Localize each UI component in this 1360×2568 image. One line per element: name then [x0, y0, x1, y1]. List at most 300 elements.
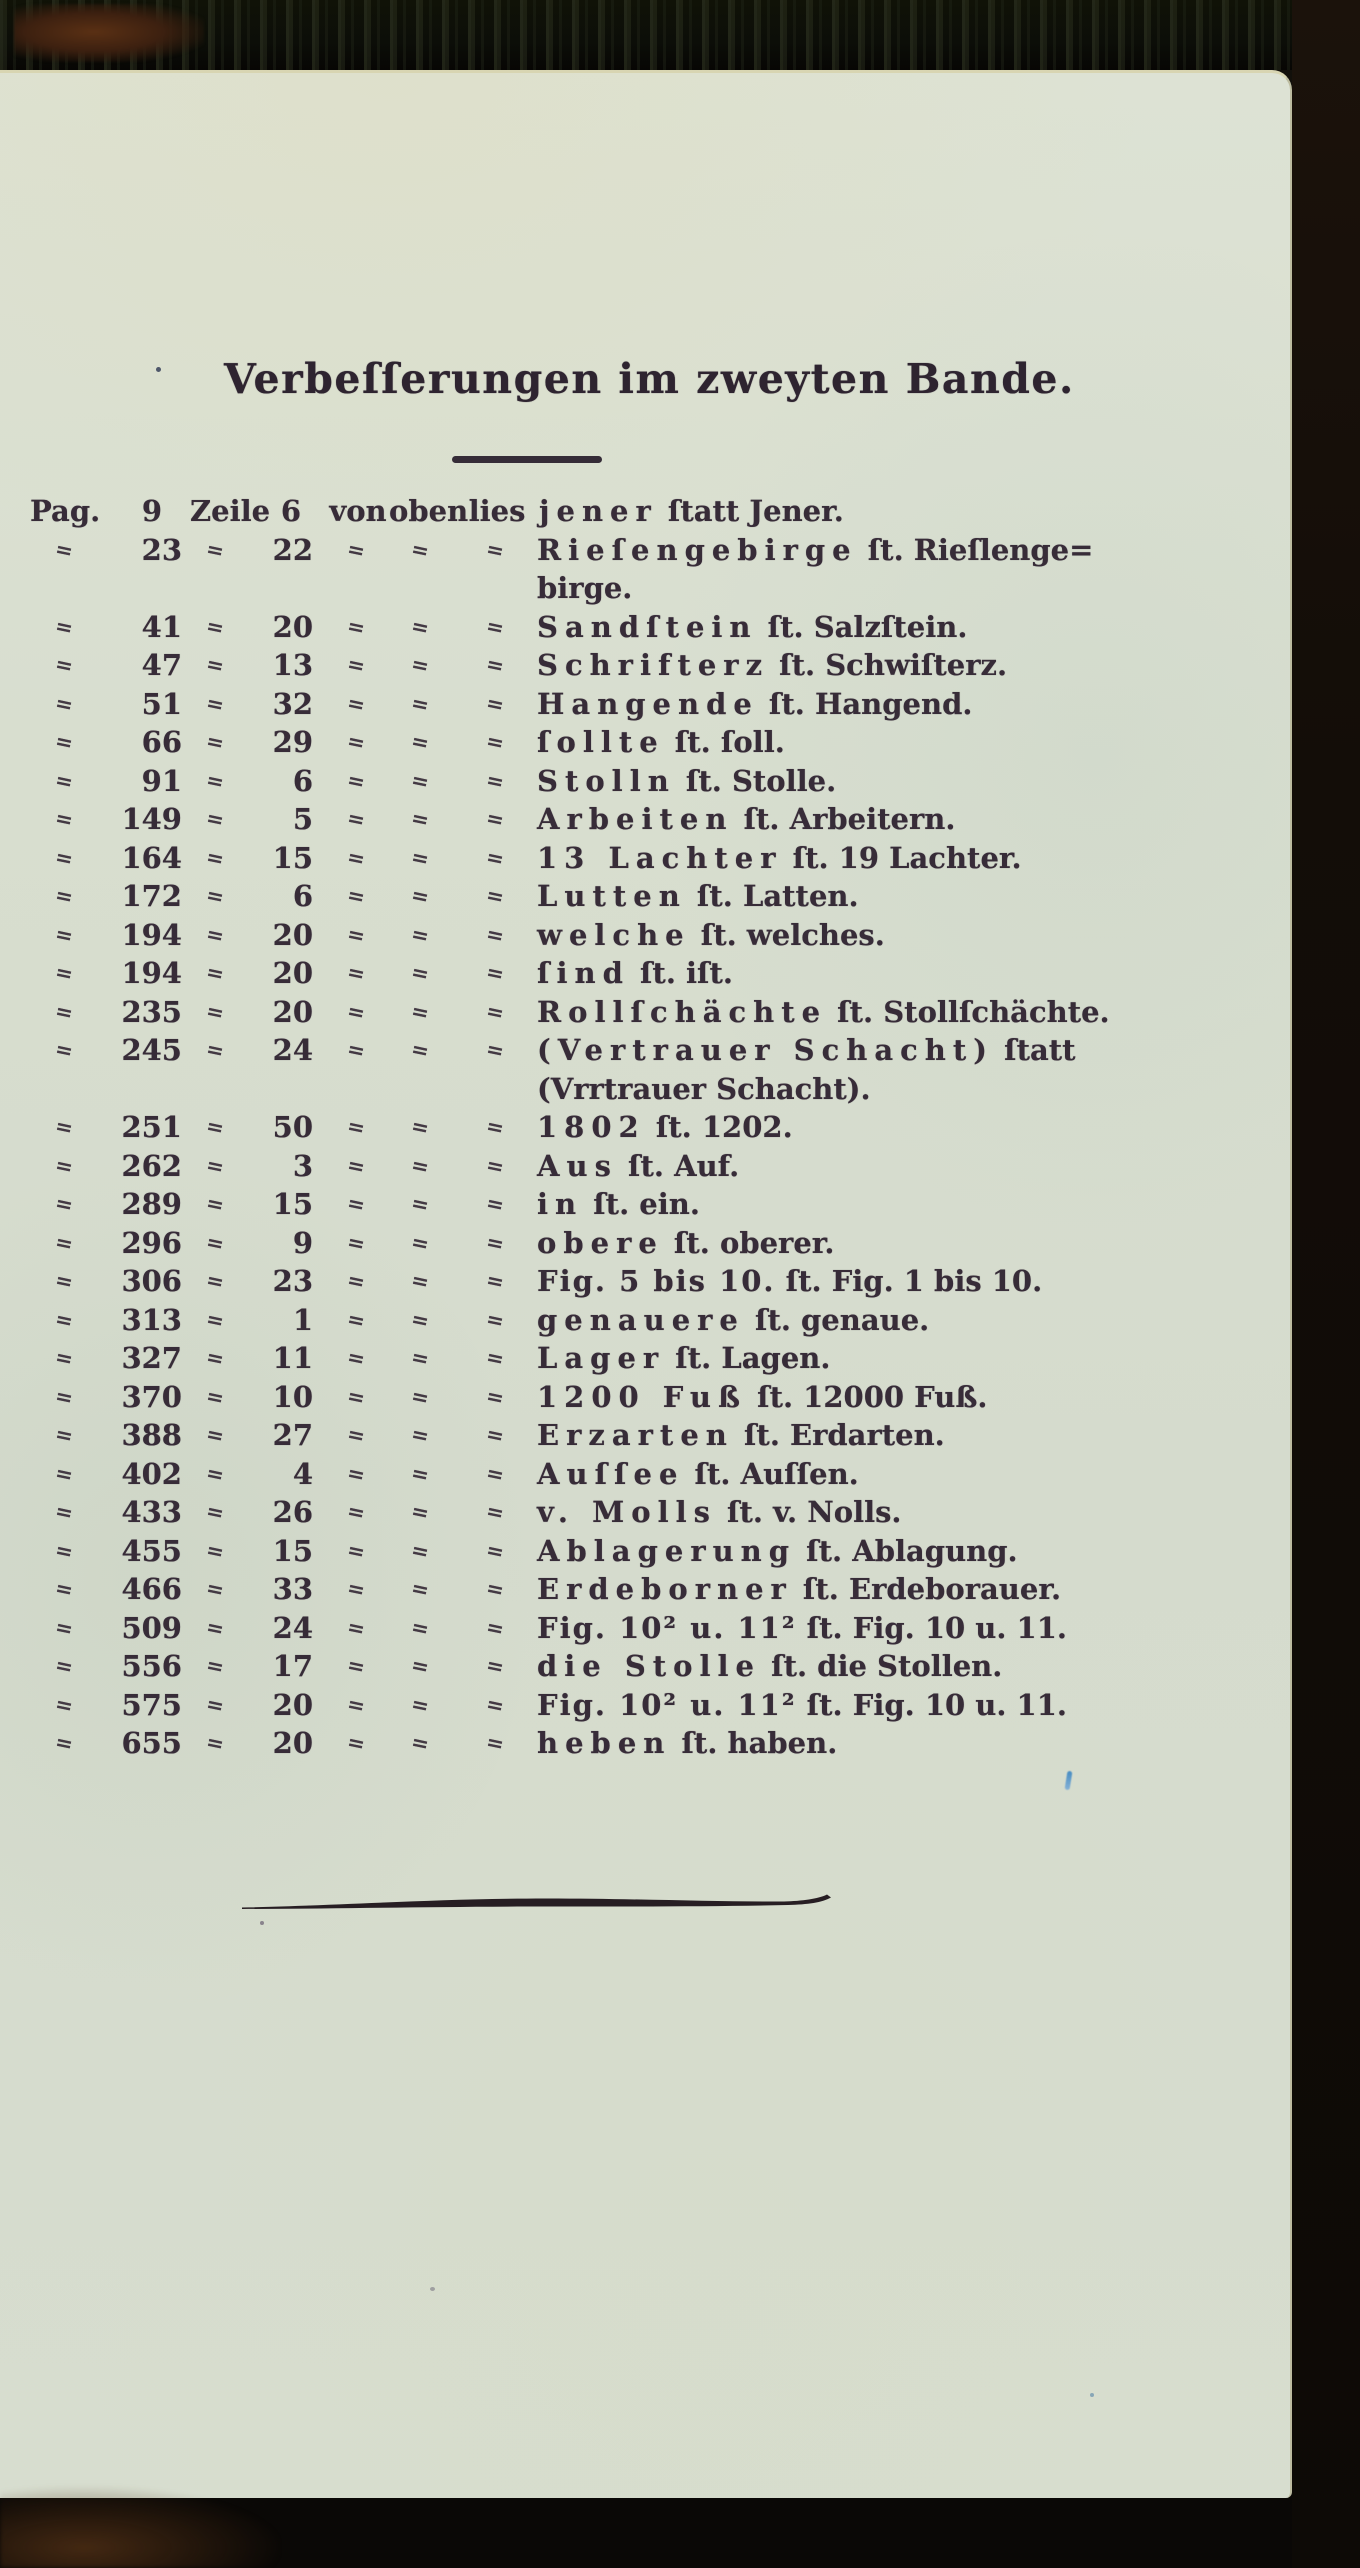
- ditto-mark: [325, 1110, 387, 1144]
- ditto-mark: [188, 1187, 243, 1221]
- ditto-mark-glyph: =: [408, 997, 432, 1026]
- errata-row: [28, 648, 1268, 687]
- page-number: 306: [121, 1264, 182, 1298]
- page-number: 509: [121, 1610, 182, 1645]
- page-number: 327: [121, 1341, 182, 1375]
- ditto-mark-glyph: =: [52, 766, 76, 795]
- ditto-mark-glyph: =: [52, 1190, 76, 1218]
- ditto-mark: [453, 1149, 537, 1183]
- ditto-mark-glyph: =: [204, 920, 227, 949]
- ditto-mark: [325, 1611, 387, 1645]
- ditto-mark: [325, 1688, 387, 1722]
- ditto-mark-glyph: =: [204, 1729, 227, 1757]
- ditto-mark-glyph: =: [408, 1267, 432, 1295]
- line-number: 20: [272, 609, 313, 644]
- ditto-mark-glyph: =: [408, 1228, 432, 1257]
- ditto-mark-glyph: =: [408, 920, 432, 949]
- ditto-mark-glyph: =: [344, 1382, 368, 1411]
- page-number: 47: [141, 648, 182, 682]
- ditto-mark-glyph: =: [204, 805, 227, 833]
- ditto-mark: [325, 764, 387, 798]
- ditto-mark: [453, 879, 537, 913]
- ditto-mark: [188, 1110, 243, 1144]
- ditto-mark-glyph: =: [204, 1344, 227, 1372]
- ditto-mark-glyph: =: [52, 1498, 76, 1526]
- page-number: 23: [141, 532, 182, 567]
- ditto-mark-glyph: =: [52, 959, 76, 987]
- line-number: 22: [272, 532, 313, 567]
- ditto-mark-glyph: =: [204, 1536, 227, 1565]
- errata-row: [28, 995, 1268, 1034]
- errata-row: [28, 956, 1268, 995]
- ditto-mark: [188, 1572, 243, 1606]
- ditto-mark: [325, 918, 387, 952]
- errata-row: [28, 764, 1268, 803]
- page-number: 41: [141, 609, 182, 644]
- ditto-mark-glyph: =: [204, 651, 227, 679]
- correction-text: [537, 533, 1268, 567]
- ditto-mark-glyph: =: [52, 997, 76, 1026]
- correction-text: [537, 802, 1268, 836]
- page-number: 655: [121, 1726, 182, 1760]
- paper-speck: [1090, 2393, 1094, 2397]
- ditto-mark: [28, 1418, 100, 1452]
- errata-header-row: [28, 494, 1268, 533]
- ditto-mark: [387, 725, 453, 759]
- ditto-mark-glyph: =: [52, 1421, 76, 1449]
- ditto-mark: [325, 1726, 387, 1760]
- ditto-mark: [387, 1110, 453, 1144]
- ditto-mark: [387, 995, 453, 1029]
- ditto-mark-glyph: =: [52, 882, 76, 910]
- ditto-mark-glyph: =: [344, 805, 368, 833]
- correction-lead: obere: [537, 1225, 664, 1260]
- ditto-mark-glyph: =: [408, 1036, 432, 1064]
- errata-row: [28, 533, 1268, 572]
- ditto-mark: [28, 1495, 100, 1529]
- line-number: 10: [272, 1379, 313, 1414]
- correction-text: [537, 1380, 1268, 1414]
- ditto-mark: [188, 1726, 243, 1760]
- ditto-mark-glyph: =: [483, 1498, 507, 1526]
- line-number: 26: [272, 1495, 313, 1529]
- ditto-mark-glyph: =: [204, 1267, 227, 1295]
- correction-lead: heben: [537, 1726, 672, 1760]
- correction-text: [537, 995, 1268, 1029]
- errata-row: [28, 725, 1268, 764]
- ditto-mark: [28, 725, 100, 759]
- ditto-mark-glyph: =: [204, 882, 227, 910]
- errata-row: [28, 1033, 1268, 1072]
- errata-row: [28, 879, 1268, 918]
- ditto-mark: [188, 995, 243, 1029]
- ditto-mark: [387, 802, 453, 836]
- ditto-mark: [188, 610, 243, 644]
- ditto-mark: [387, 1226, 453, 1260]
- ditto-mark-glyph: =: [52, 1036, 76, 1064]
- ditto-mark: [28, 918, 100, 952]
- ditto-mark-glyph: =: [52, 1382, 76, 1411]
- ditto-mark: [325, 879, 387, 913]
- correction-lead: Rollſchächte: [537, 994, 828, 1029]
- errata-list: [28, 494, 1268, 1765]
- ditto-mark: [325, 956, 387, 990]
- page-number: 51: [141, 686, 182, 721]
- correction-lead: jener: [539, 494, 658, 528]
- ditto-mark: [453, 1688, 537, 1722]
- correction-tail: ſt. genaue.: [744, 1302, 930, 1337]
- ditto-mark-glyph: =: [483, 1305, 507, 1334]
- ditto-mark-glyph: =: [483, 1344, 507, 1372]
- correction-tail: ſt. Erdeborauer.: [792, 1572, 1062, 1606]
- correction-text: [537, 1187, 1268, 1221]
- errata-row: [28, 1303, 1268, 1342]
- ditto-mark: [28, 1341, 100, 1375]
- correction-tail: ſt. Salzſtein.: [757, 609, 968, 644]
- closing-swelled-rule: [236, 1891, 836, 1917]
- ditto-mark: [188, 1688, 243, 1722]
- correction-lead: genauere: [537, 1302, 745, 1337]
- errata-row: [28, 1380, 1268, 1419]
- ditto-mark: [188, 1418, 243, 1452]
- ditto-mark: [453, 648, 537, 682]
- page-number: 251: [121, 1110, 182, 1144]
- title-divider-rule: [452, 456, 602, 463]
- page-number: 289: [121, 1187, 182, 1221]
- binding-stain: [14, 4, 204, 62]
- correction-lead: Schrifterz: [537, 648, 770, 682]
- ditto-mark: [453, 1380, 537, 1414]
- ditto-mark: [387, 1418, 453, 1452]
- ditto-mark-glyph: =: [344, 1536, 368, 1565]
- ditto-mark: [325, 687, 387, 721]
- binding-top-band: [0, 0, 1360, 70]
- page-number: 235: [121, 994, 182, 1029]
- correction-tail: ſt. 19 Lachter.: [782, 840, 1022, 875]
- ditto-mark: [325, 1226, 387, 1260]
- correction-text: [537, 610, 1268, 644]
- ditto-mark-glyph: =: [483, 843, 507, 872]
- correction-tail: ſt. Auf.: [617, 1148, 740, 1183]
- ditto-mark: [188, 802, 243, 836]
- ditto-mark: [453, 1264, 537, 1298]
- page-number: 296: [121, 1225, 182, 1260]
- ditto-mark: [453, 1649, 537, 1683]
- ditto-mark-glyph: =: [204, 1652, 227, 1680]
- ditto-mark: [387, 1534, 453, 1568]
- ditto-mark-glyph: =: [483, 766, 507, 795]
- ditto-mark: [325, 1341, 387, 1375]
- ditto-mark: [28, 1149, 100, 1183]
- correction-text: [537, 764, 1268, 798]
- ditto-mark: [188, 1495, 243, 1529]
- correction-text: [537, 725, 1268, 759]
- ditto-mark: [28, 764, 100, 798]
- ditto-mark-glyph: =: [52, 1652, 76, 1680]
- ditto-mark: [453, 995, 537, 1029]
- ditto-mark: [387, 841, 453, 875]
- page-number: 194: [121, 956, 182, 990]
- ditto-mark-glyph: =: [483, 882, 507, 910]
- ditto-mark: [387, 764, 453, 798]
- ditto-mark: [28, 956, 100, 990]
- correction-tail: ſt. Ablagung.: [796, 1533, 1018, 1568]
- ditto-mark: [28, 879, 100, 913]
- ditto-mark-glyph: =: [483, 1690, 507, 1719]
- ditto-mark-glyph: =: [344, 1498, 368, 1526]
- ditto-mark-glyph: =: [483, 1729, 507, 1757]
- ditto-mark: [387, 610, 453, 644]
- ditto-mark: [453, 687, 537, 721]
- ditto-mark: [325, 1149, 387, 1183]
- ditto-mark-glyph: =: [344, 1305, 368, 1334]
- binding-right-band: [1292, 0, 1360, 2568]
- ditto-mark: [387, 648, 453, 682]
- errata-row: [28, 1534, 1268, 1573]
- ditto-mark-glyph: =: [344, 1113, 368, 1141]
- ditto-mark-glyph: =: [483, 651, 507, 679]
- page-number: 370: [121, 1379, 182, 1414]
- correction-tail: ſt. Latten.: [686, 879, 859, 913]
- ditto-mark-glyph: =: [52, 1729, 76, 1757]
- ditto-mark: [188, 1534, 243, 1568]
- correction-lead: (Vertrauer Schacht): [537, 1033, 994, 1067]
- line-number: 20: [272, 994, 313, 1029]
- ditto-mark: [188, 1264, 243, 1298]
- ditto-mark-glyph: =: [52, 535, 76, 564]
- page-number: 164: [121, 840, 182, 875]
- ditto-mark-glyph: =: [344, 1729, 368, 1757]
- correction-text: [537, 1688, 1268, 1722]
- correction-text: [537, 1534, 1268, 1568]
- paper-speck: [156, 367, 161, 372]
- ditto-mark-glyph: =: [204, 535, 227, 564]
- ditto-mark-glyph: =: [52, 920, 76, 949]
- ditto-mark: [188, 1611, 243, 1645]
- line-number: 13: [272, 648, 313, 682]
- correction-text: [537, 648, 1268, 682]
- ditto-mark: [453, 1226, 537, 1260]
- ditto-mark-glyph: =: [344, 612, 368, 641]
- ditto-mark-glyph: =: [52, 1575, 76, 1603]
- ditto-mark: [453, 1457, 537, 1491]
- ditto-mark-glyph: =: [344, 997, 368, 1026]
- ditto-mark-glyph: =: [483, 1228, 507, 1257]
- line-number: 4: [292, 1456, 313, 1491]
- ditto-mark: [325, 1418, 387, 1452]
- ditto-mark-glyph: =: [204, 766, 227, 795]
- ditto-mark-glyph: =: [483, 959, 507, 987]
- correction-tail: ſt. die Stollen.: [761, 1649, 1003, 1683]
- ditto-mark-glyph: =: [204, 843, 227, 872]
- correction-text: [537, 1457, 1268, 1491]
- ditto-mark-glyph: =: [344, 1228, 368, 1257]
- correction-text: [537, 1611, 1268, 1645]
- line-number: 20: [272, 917, 313, 952]
- correction-lead: Stolln: [537, 763, 676, 798]
- ditto-mark-glyph: =: [204, 689, 227, 718]
- ditto-mark: [387, 956, 453, 990]
- ditto-mark-glyph: =: [483, 1113, 507, 1141]
- ditto-mark-glyph: =: [344, 1344, 368, 1372]
- paper-speck: [260, 1921, 264, 1925]
- correction-text: [537, 841, 1268, 875]
- ditto-mark: [325, 1380, 387, 1414]
- ditto-mark: [325, 1264, 387, 1298]
- correction-tail: ſtatt: [994, 1033, 1076, 1067]
- correction-lead: in: [537, 1187, 584, 1221]
- ditto-mark: [387, 1726, 453, 1760]
- ditto-mark-glyph: =: [483, 1151, 507, 1180]
- page-number: 66: [141, 725, 182, 759]
- ditto-mark: [453, 956, 537, 990]
- correction-lead: Arbeiten: [537, 802, 734, 836]
- correction-lead: 1802: [537, 1110, 646, 1144]
- ditto-mark: [325, 1649, 387, 1683]
- ditto-mark-glyph: =: [52, 1536, 76, 1565]
- ditto-mark-glyph: =: [483, 612, 507, 641]
- correction-tail: ſt. 12000 Fuß.: [747, 1379, 988, 1414]
- ditto-mark-glyph: =: [483, 1190, 507, 1218]
- errata-row: [28, 1572, 1268, 1611]
- ditto-mark-glyph: =: [204, 612, 227, 641]
- ditto-mark-glyph: =: [344, 1613, 368, 1642]
- ditto-mark-glyph: =: [52, 805, 76, 833]
- correction-tail: ſt. oberer.: [663, 1225, 835, 1260]
- page-number: 575: [121, 1687, 182, 1722]
- ditto-mark: [387, 1688, 453, 1722]
- line-number: 15: [272, 1187, 313, 1221]
- header-line-number: 6: [280, 494, 301, 528]
- ditto-mark-glyph: =: [204, 728, 227, 756]
- errata-row: [28, 1688, 1268, 1727]
- ditto-mark-glyph: =: [483, 1382, 507, 1411]
- column-label-zeile: Zeile: [190, 494, 271, 528]
- ditto-mark-glyph: =: [408, 612, 432, 641]
- ditto-mark-glyph: =: [408, 1652, 432, 1680]
- ditto-mark: [453, 1534, 537, 1568]
- ditto-mark-glyph: =: [204, 1113, 227, 1141]
- ditto-mark-glyph: =: [344, 1459, 368, 1488]
- ditto-mark-glyph: =: [204, 1575, 227, 1603]
- correction-text: [537, 1149, 1268, 1183]
- correction-lead: Rieſengebirge: [537, 532, 858, 567]
- ditto-mark-glyph: =: [408, 805, 432, 833]
- ditto-mark-glyph: =: [408, 1536, 432, 1565]
- ditto-mark: [453, 1341, 537, 1375]
- ditto-mark: [28, 1611, 100, 1645]
- errata-row-continuation: [28, 571, 1268, 610]
- ditto-mark-glyph: =: [408, 766, 432, 795]
- page-number: 91: [141, 763, 182, 798]
- line-number: 33: [272, 1572, 313, 1606]
- correction-lead: Fig. 10² u. 11²: [537, 1687, 797, 1722]
- correction-text: [539, 494, 1268, 528]
- ditto-mark-glyph: =: [483, 1421, 507, 1449]
- ditto-mark: [453, 841, 537, 875]
- ditto-mark-glyph: =: [344, 1190, 368, 1218]
- ditto-mark-glyph: =: [204, 1382, 227, 1411]
- ditto-mark: [325, 1457, 387, 1491]
- ditto-mark-glyph: =: [344, 843, 368, 872]
- correction-text: [537, 1303, 1268, 1337]
- ditto-mark: [325, 1572, 387, 1606]
- errata-row-continuation: [28, 1072, 1268, 1111]
- ditto-mark-glyph: =: [204, 1151, 227, 1180]
- ditto-mark-glyph: =: [408, 843, 432, 872]
- ditto-mark-glyph: =: [483, 728, 507, 756]
- correction-lead: Auſſee: [537, 1456, 685, 1491]
- ditto-mark: [387, 1341, 453, 1375]
- ditto-mark: [325, 995, 387, 1029]
- errata-row: [28, 918, 1268, 957]
- line-number: 20: [272, 956, 313, 990]
- line-number: 9: [292, 1225, 313, 1260]
- ditto-mark-glyph: =: [408, 1613, 432, 1642]
- ditto-mark: [28, 802, 100, 836]
- ditto-mark: [387, 1187, 453, 1221]
- correction-text: [537, 1033, 1268, 1067]
- ditto-mark: [453, 1495, 537, 1529]
- ditto-mark: [188, 1649, 243, 1683]
- ditto-mark: [387, 1572, 453, 1606]
- line-number: 50: [272, 1110, 313, 1144]
- ditto-mark-glyph: =: [204, 1305, 227, 1334]
- ditto-mark-glyph: =: [483, 805, 507, 833]
- correction-lead: Erzarten: [537, 1418, 734, 1452]
- ditto-mark-glyph: =: [52, 843, 76, 872]
- correction-lead: Lager: [537, 1341, 666, 1375]
- ditto-mark-glyph: =: [408, 1729, 432, 1757]
- correction-lead: Hangende: [537, 686, 759, 721]
- ditto-mark-glyph: =: [52, 1267, 76, 1295]
- correction-text: [537, 1572, 1268, 1606]
- errata-row: [28, 1341, 1268, 1380]
- ditto-mark-glyph: =: [483, 1652, 507, 1680]
- ditto-mark-glyph: =: [483, 1536, 507, 1565]
- ditto-mark-glyph: =: [344, 1690, 368, 1719]
- errata-row: [28, 1611, 1268, 1650]
- ditto-mark: [325, 1534, 387, 1568]
- correction-text: [537, 1726, 1268, 1760]
- correction-text: [537, 879, 1268, 913]
- column-label-von: von: [329, 494, 387, 528]
- ditto-mark: [453, 802, 537, 836]
- correction-text: [537, 1264, 1268, 1298]
- correction-text: [537, 1418, 1268, 1452]
- correction-lead: Erdeborner: [537, 1572, 793, 1606]
- ditto-mark: [28, 1534, 100, 1568]
- ditto-mark: [28, 533, 100, 567]
- line-number: 27: [272, 1418, 313, 1452]
- ditto-mark-glyph: =: [204, 1228, 227, 1257]
- ditto-mark: [387, 1264, 453, 1298]
- line-number: 20: [272, 1726, 313, 1760]
- correction-lead: Ablagerung: [537, 1533, 797, 1568]
- paper-page: [0, 70, 1292, 2498]
- errata-row: [28, 687, 1268, 726]
- ditto-mark-glyph: =: [52, 612, 76, 641]
- ditto-mark-glyph: =: [204, 997, 227, 1026]
- ditto-mark: [188, 725, 243, 759]
- correction-tail: ſt. Fig. 1 bis 10.: [775, 1264, 1043, 1298]
- ditto-mark: [453, 1572, 537, 1606]
- ditto-mark: [453, 533, 537, 567]
- ditto-mark-glyph: =: [204, 1421, 227, 1449]
- page-number: 455: [121, 1533, 182, 1568]
- ditto-mark-glyph: =: [408, 1690, 432, 1719]
- ditto-mark: [188, 533, 243, 567]
